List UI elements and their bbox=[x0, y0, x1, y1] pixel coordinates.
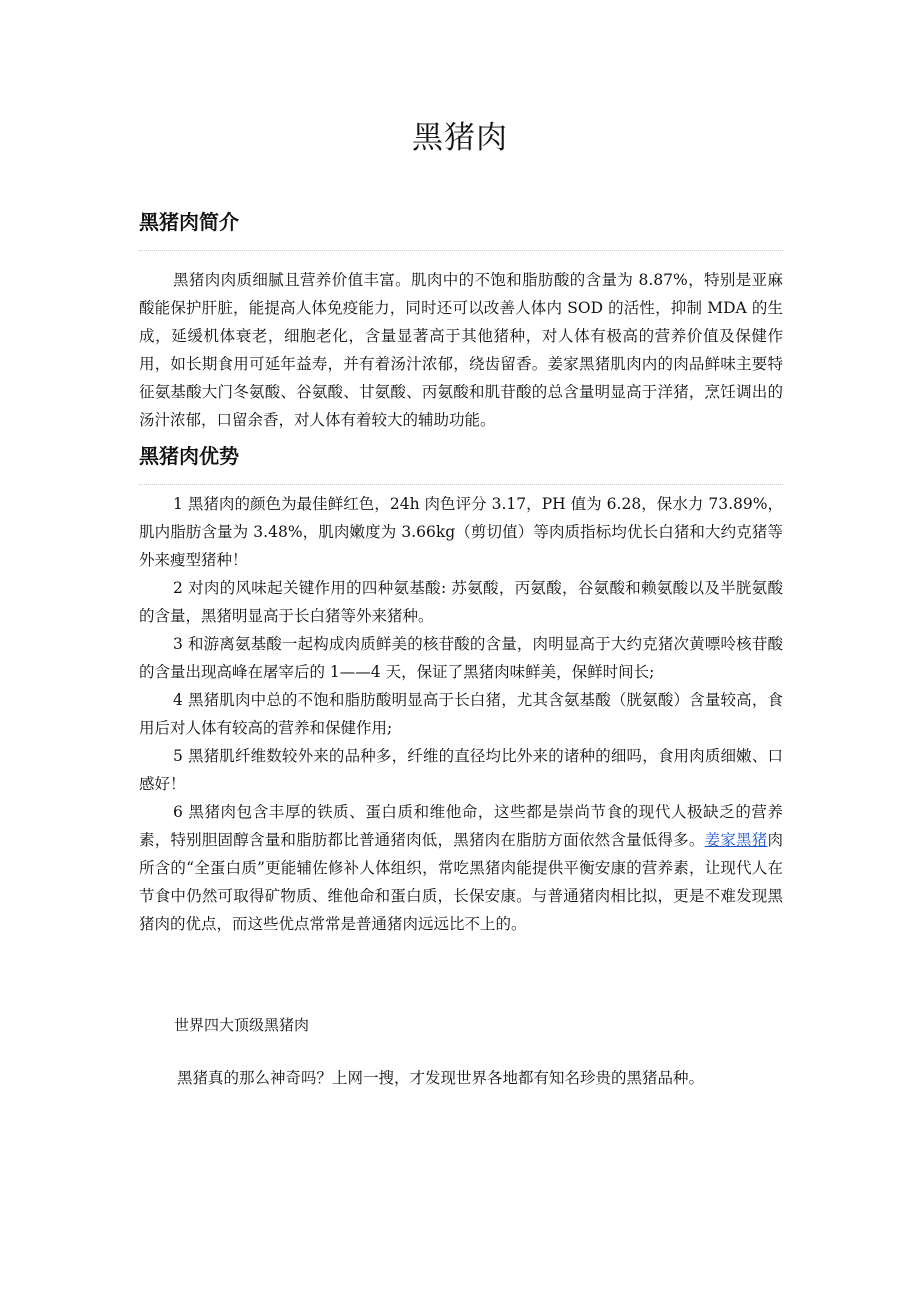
closing-paragraph: 黑猪真的那么神奇吗？上网一搜，才发现世界各地都有知名珍贵的黑猪品种。 bbox=[177, 1069, 705, 1087]
advantage-item-2: 2 对肉的风味起关键作用的四种氨基酸: 苏氨酸，丙氨酸，谷氨酸和赖氨酸以及半胱氨酸的含量，黑猪明显高于长白猪等外来猪种。 bbox=[139, 579, 783, 625]
divider bbox=[139, 250, 783, 251]
advantage-item-5: 5 黑猪肌纤维数较外来的品种多，纤维的直径均比外来的诸种的细吗，食用肉质细嫩、口感好！ bbox=[139, 747, 783, 793]
advantage-item-6 bbox=[139, 798, 783, 938]
jiangjia-pork-link[interactable]: 姜家黑猪 bbox=[704, 831, 768, 849]
intro-heading: 黑猪肉简介 bbox=[139, 210, 239, 234]
advantage-item-6-rest: 肉所含的“全蛋白质”更能辅佐修补人体组织，常吃黑猪肉能提供平衡安康的营养素，让现代人在节食中仍然可取得矿物质、维他命和蛋白质，长保安康。与普通猪肉相比拟，更是不难发现黑猪肉的优点，而这些优点常常是普通猪肉远远比不上的。 bbox=[139, 831, 783, 933]
advantage-item-1: 1 黑猪肉的颜色为最佳鲜红色，24h 肉色评分 3.17，PH 值为 6.28，保水力 73.89%，肌内脂肪含量为 3.48%，肌肉嫩度为 3.66kg（剪切值）等肉质指标均优长白猪和大约克猪等外来瘦型猪种！ bbox=[139, 495, 783, 569]
advantages-list bbox=[139, 490, 783, 938]
intro-paragraph: 黑猪肉肉质细腻且营养价值丰富。肌肉中的不饱和脂肪酸的含量为 8.87%，特别是亚麻酸能保护肝脏，能提高人体免疫能力，同时还可以改善人体内 SOD 的活性，抑制 MDA 的生成，延缓机体衰老，细胞老化，含量显著高于其他猪种，对人体有极高的营养价值及保健作用，如长期食用可延年益寿，并有着汤汁浓郁，绕齿留香。姜家黑猪肌肉内的肉品鲜味主要特征氨基酸大门冬氨酸、谷氨酸、甘氨酸、丙氨酸和肌苷酸的总含量明显高于洋猪，烹饪调出的汤汁浓郁，口留余香，对人体有着较大的辅助功能。 bbox=[139, 271, 783, 429]
divider bbox=[139, 484, 783, 485]
advantages-heading: 黑猪肉优势 bbox=[139, 444, 239, 468]
subheading: 世界四大顶级黑猪肉 bbox=[174, 1016, 310, 1034]
advantage-item-6-text: 6 黑猪肉包含丰厚的铁质、蛋白质和维他命，这些都是崇尚节食的现代人极缺乏的营养素，特别胆固醇含量和脂肪都比普通猪肉低，黑猪肉在脂肪方面依然含量低得多。 bbox=[139, 803, 783, 849]
page-title: 黑猪肉 bbox=[412, 120, 508, 156]
advantage-item-3: 3 和游离氨基酸一起构成肉质鲜美的核苷酸的含量，肉明显高于大约克猪次黄嘌呤核苷酸的含量出现高峰在屠宰后的 1——4 天，保证了黑猪肉味鲜美，保鲜时间长; bbox=[139, 635, 783, 681]
advantage-item-4: 4 黑猪肌肉中总的不饱和脂肪酸明显高于长白猪，尤其含氨基酸（胱氨酸）含量较高，食用后对人体有较高的营养和保健作用; bbox=[139, 691, 783, 737]
